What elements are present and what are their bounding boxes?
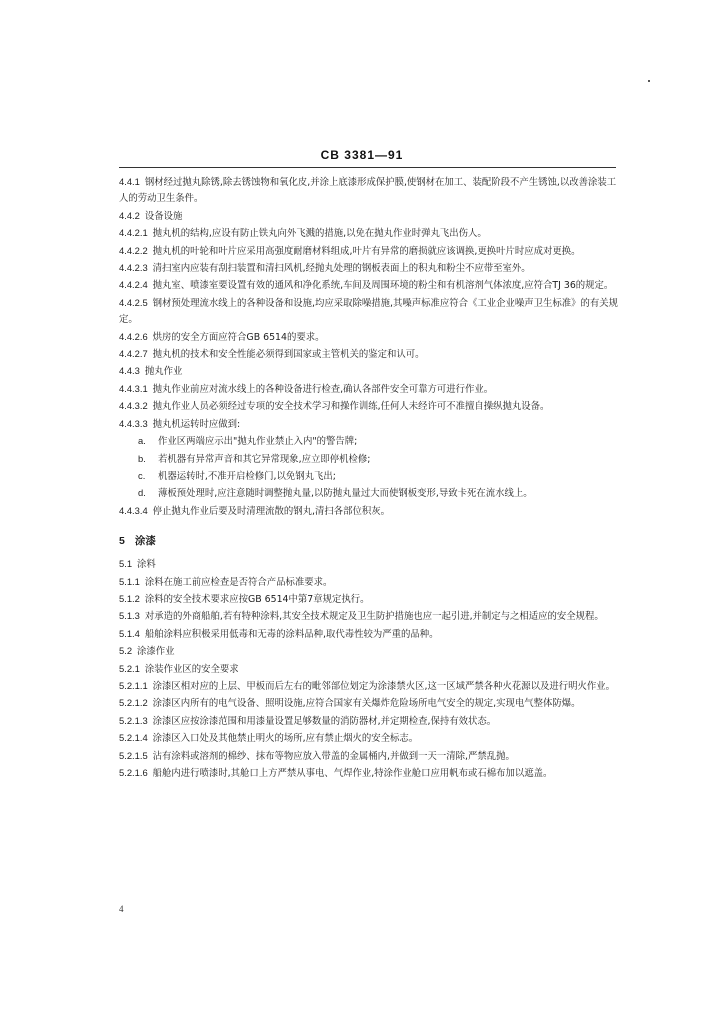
- clause: [119, 416, 619, 433]
- clause: [119, 626, 619, 643]
- clause-text: 涂漆作业: [137, 646, 175, 658]
- list-item: [119, 451, 619, 468]
- clause-number: 5.1.3: [119, 610, 140, 622]
- list-item-text: 若机器有异常声音和其它异常现象,应立即停机检修;: [158, 453, 371, 465]
- clause-text: 涂漆区应按涂漆范围和用漆量设置足够数量的消防器材,并定期检查,保持有效状态。: [152, 715, 497, 727]
- clause-number: 4.4.2.7: [119, 348, 148, 360]
- clause-number: 5.1.2: [119, 592, 140, 604]
- clause-number: 5.2.1.5: [119, 749, 148, 761]
- clause-number: 5.1.1: [119, 575, 140, 587]
- clause-text: 涂料在施工前应检查是否符合产品标准要求。: [144, 576, 333, 588]
- clause: [119, 503, 619, 520]
- clause: [119, 329, 619, 346]
- clause: [119, 678, 619, 695]
- clause-text: 抛丸机的叶轮和叶片应采用高强度耐磨材料组成,叶片有异常的磨损就应该调换,更换叶片时应成对更换。: [152, 245, 581, 257]
- clause: [119, 713, 619, 730]
- clause-number: 5.2.1.2: [119, 697, 148, 709]
- clause: [119, 695, 619, 712]
- clause: [119, 608, 619, 625]
- list-item-letter: b.: [138, 452, 146, 464]
- section-number: 5: [119, 535, 125, 548]
- clause-number: 4.4.3.1: [119, 382, 148, 394]
- clause-text: 对承造的外商船舶,若有特种涂料,其安全技术规定及卫生防护措施也应一起引进,并制定与之相适应的安全规程。: [144, 611, 604, 623]
- clause-text: 抛丸机的结构,应设有防止铁丸向外飞溅的措施,以免在抛丸作业时弹丸飞出伤人。: [152, 228, 487, 240]
- clause-text: 船舶涂料应积极采用低毒和无毒的涂料品种,取代毒性较为严重的品种。: [144, 628, 439, 640]
- clause-text: 抛丸机运转时应做到:: [152, 418, 241, 430]
- clause-text: 清扫室内应装有刮扫装置和清扫风机,经抛丸处理的钢板表面上的积丸和粉尘不应带至室外。: [152, 263, 531, 275]
- clause-number: 4.4.2.2: [119, 244, 148, 256]
- clause-number: 4.4.2.3: [119, 262, 148, 274]
- clause-text: 钢材经过抛丸除锈,除去锈蚀物和氧化皮,并涂上底漆形成保护膜,使钢材在加工、装配阶段不产生锈蚀,以改善涂装工人的劳动卫生条件。: [119, 177, 617, 205]
- list-item: [119, 485, 619, 502]
- clause-number: 5.2.1: [119, 662, 140, 674]
- clause-text: 设备设施: [144, 210, 183, 222]
- clause-text: 钢材预处理流水线上的各种设备和设施,均应采取除噪措施,其噪声标准应符合《工业企业噪声卫生标准》的有关规定。: [119, 297, 619, 326]
- clause-text: 抛丸作业: [144, 366, 183, 378]
- clause-text: 涂漆区内所有的电气设备、照明设施,应符合国家有关爆炸危险场所电气安全的规定,实现电气整体防爆。: [152, 698, 581, 710]
- clause: [119, 643, 619, 660]
- scan-speck: [648, 80, 650, 82]
- list-item-text: 作业区两端应示出"抛丸作业禁止入内"的警告牌;: [158, 436, 358, 448]
- clause: [119, 574, 619, 591]
- clause-number: 4.4.3.3: [119, 417, 148, 429]
- clause-number: 5.1: [119, 558, 133, 570]
- clause-number: 5.2: [119, 645, 133, 657]
- clause-number: 4.4.2.6: [119, 330, 148, 342]
- clause-text: 涂料的安全技术要求应按GB 6514中第7章规定执行。: [144, 593, 370, 605]
- list-item-letter: c.: [138, 469, 146, 481]
- clause: [119, 661, 619, 678]
- clause: [119, 591, 619, 608]
- clause: [119, 748, 619, 765]
- clause-text: 涂漆区相对应的上层、甲板而后左右的毗邻部位划定为涂漆禁火区,这一区域严禁各种火花源以及进行明火作业。: [152, 680, 616, 692]
- clause: [119, 225, 619, 242]
- clause: [119, 556, 619, 573]
- clause: [119, 243, 619, 260]
- page-number: 4: [119, 904, 124, 914]
- clause: [119, 765, 619, 782]
- clause-text: 涂料: [137, 559, 156, 571]
- clause-text: 涂漆区入口处及其他禁止明火的场所,应有禁止烟火的安全标志。: [152, 733, 419, 745]
- clause-number: 4.4.3.4: [119, 504, 148, 516]
- clause-number: 5.1.4: [119, 627, 140, 639]
- clause-number: 5.2.1.4: [119, 732, 148, 744]
- clause: [119, 363, 619, 380]
- clause: [119, 174, 619, 208]
- clause-text: 沾有涂料或溶剂的棉纱、抹布等物应放入带盖的金属桶内,并做到一天一清除,严禁乱抛。: [152, 750, 515, 762]
- clause-number: 5.2.1.3: [119, 714, 148, 726]
- clause: [119, 730, 619, 747]
- list-item: [119, 433, 619, 450]
- header-rule: [119, 167, 616, 168]
- clause-text: 抛丸作业人员必须经过专项的安全技术学习和操作训练,任何人未经许可不准擅自操纵抛丸设备。: [152, 401, 550, 413]
- clause: [119, 398, 619, 415]
- section-heading: [119, 533, 619, 549]
- document-body: [119, 174, 619, 782]
- clause-number: 4.4.2.4: [119, 279, 148, 291]
- clause-number: 5.2.1.6: [119, 767, 148, 778]
- clause-number: 4.4.2.1: [119, 227, 148, 239]
- clause-text: 船舱内进行喷漆时,其舱口上方严禁从事电、气焊作业,特涂作业舱口应用帆布或石棉布加以遮盖。: [152, 768, 553, 779]
- clause: [119, 277, 619, 294]
- clause-number: 4.4.2: [119, 209, 140, 221]
- list-item-letter: a.: [138, 435, 146, 447]
- clause-text: 抛丸机的技术和安全性能必须得到国家或主管机关的鉴定和认可。: [152, 349, 425, 361]
- clause-number: 5.2.1.1: [119, 679, 148, 691]
- clause: [119, 295, 619, 329]
- clause-number: 4.4.1: [119, 176, 140, 187]
- clause-text: 烘房的安全方面应符合GB 6514的要求。: [152, 331, 325, 343]
- clause: [119, 208, 619, 225]
- clause-number: 4.4.3: [119, 365, 140, 377]
- list-item-text: 机器运转时,不准开启检修门,以免钢丸飞出;: [158, 470, 336, 482]
- clause-number: 4.4.3.2: [119, 400, 148, 412]
- clause: [119, 381, 619, 398]
- clause: [119, 260, 619, 277]
- clause-text: 停止抛丸作业后要及时清理流散的钢丸,清扫各部位积灰。: [152, 505, 391, 517]
- clause-text: 抛丸作业前应对流水线上的各种设备进行检查,确认各部件安全可靠方可进行作业。: [152, 383, 494, 395]
- list-item-letter: d.: [138, 487, 146, 499]
- list-item-text: 薄板预处理时,应注意随时调整抛丸量,以防抛丸量过大而使钢板变形,导致卡死在流水线上。: [158, 488, 533, 500]
- section-title: 涂漆: [134, 535, 156, 548]
- clause: [119, 346, 619, 363]
- clause-number: 4.4.2.5: [119, 296, 148, 308]
- clause-text: 涂装作业区的安全要求: [144, 663, 239, 675]
- standard-code-header: CB 3381—91: [320, 148, 404, 162]
- clause-text: 抛丸室、喷漆室要设置有效的通风和净化系统,车间及周围环境的粉尘和有机溶剂气体浓度,应符合TJ 36的规定。: [152, 280, 614, 292]
- list-item: [119, 468, 619, 485]
